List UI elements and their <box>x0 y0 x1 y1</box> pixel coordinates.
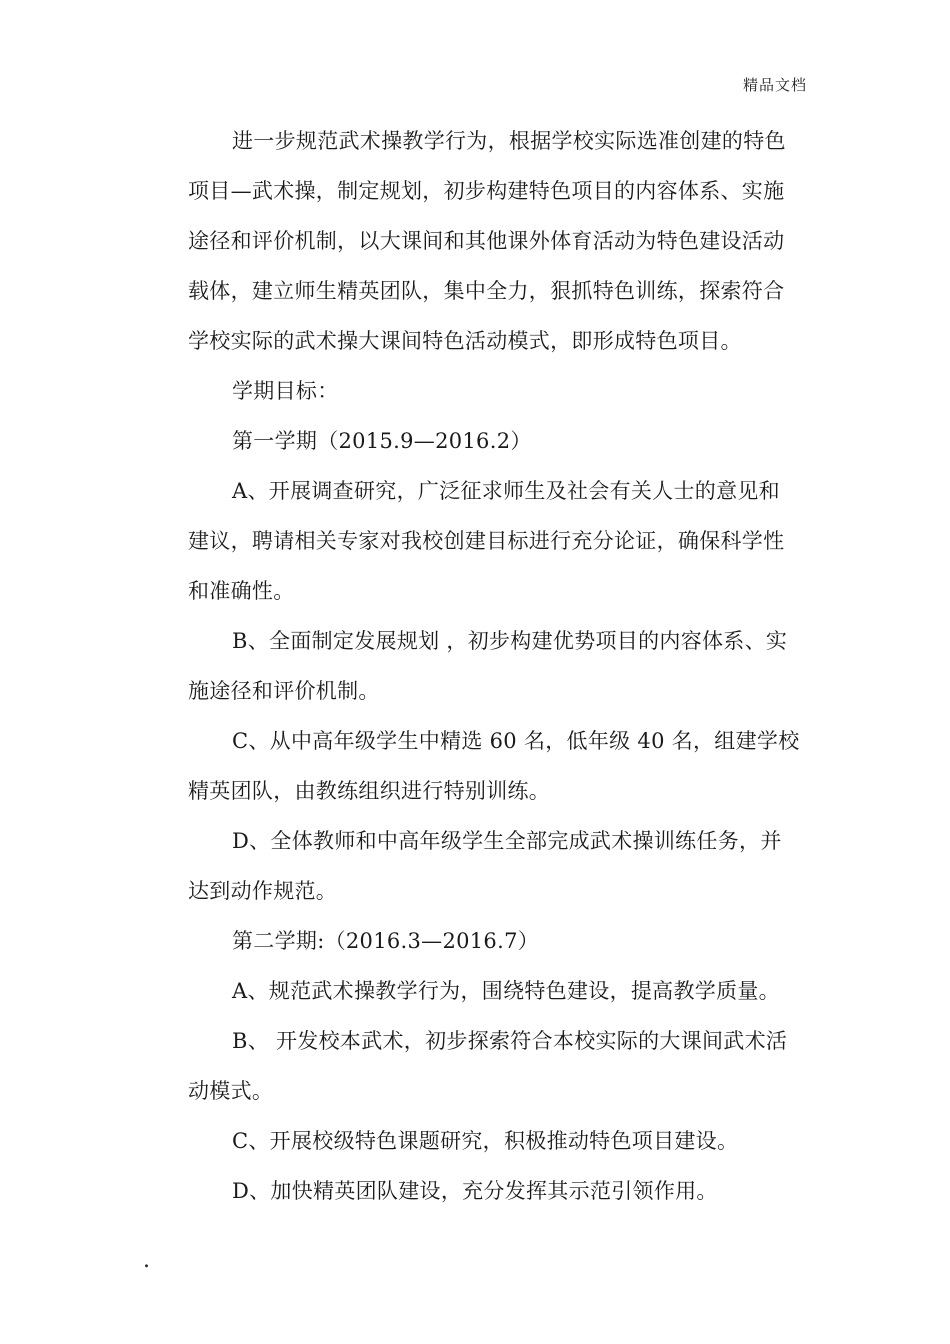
paragraph-line: 途径和评价机制，以大课间和其他课外体育活动为特色建设活动 <box>188 229 785 253</box>
list-item-line: 精英团队，由教练组织进行特别训练。 <box>188 779 551 803</box>
document-body <box>188 116 808 1216</box>
list-item-line: B、全面制定发展规划 ，初步构建优势项目的内容体系、实 <box>232 629 788 653</box>
semester-heading: 第一学期（2015.9—2016.2） <box>232 429 532 453</box>
list-item-line: 达到动作规范。 <box>188 879 338 903</box>
list-item-line: A、规范武术操教学行为，围绕特色建设，提高教学质量。 <box>232 979 780 1003</box>
semester-heading: 第二学期:（2016.3—2016.7） <box>232 929 540 953</box>
list-item-line: D、加快精英团队建设，充分发挥其示范引领作用。 <box>232 1179 718 1203</box>
list-item-line: B、 开发校本武术，初步探索符合本校实际的大课间武术活 <box>232 1029 788 1053</box>
list-item-line: 和准确性。 <box>188 579 295 603</box>
list-item-line: A、开展调查研究，广泛征求师生及社会有关人士的意见和 <box>232 479 780 503</box>
page-header-tag: 精品文档 <box>742 76 807 94</box>
section-heading: 学期目标： <box>232 379 339 403</box>
list-item-line: D、全体教师和中高年级学生全部完成武术操训练任务，并 <box>232 829 782 853</box>
paragraph-line: 项目—武术操，制定规划，初步构建特色项目的内容体系、实施 <box>188 179 785 203</box>
footer-mark: . <box>143 1248 150 1273</box>
list-item-line: 施途径和评价机制。 <box>188 679 380 703</box>
list-item-line: C、开展校级特色课题研究，积极推动特色项目建设。 <box>232 1129 739 1153</box>
list-item-line: 动模式。 <box>188 1079 274 1103</box>
paragraph-line: 进一步规范武术操教学行为，根据学校实际选准创建的特色 <box>232 129 786 153</box>
list-item-line: C、从中高年级学生中精选 60 名，低年级 40 名，组建学校 <box>232 729 800 753</box>
paragraph-line: 载体，建立师生精英团队，集中全力，狠抓特色训练，探索符合 <box>188 279 785 303</box>
list-item-line: 建议，聘请相关专家对我校创建目标进行充分论证，确保科学性 <box>188 529 785 553</box>
paragraph-line: 学校实际的武术操大课间特色活动模式，即形成特色项目。 <box>188 329 742 353</box>
